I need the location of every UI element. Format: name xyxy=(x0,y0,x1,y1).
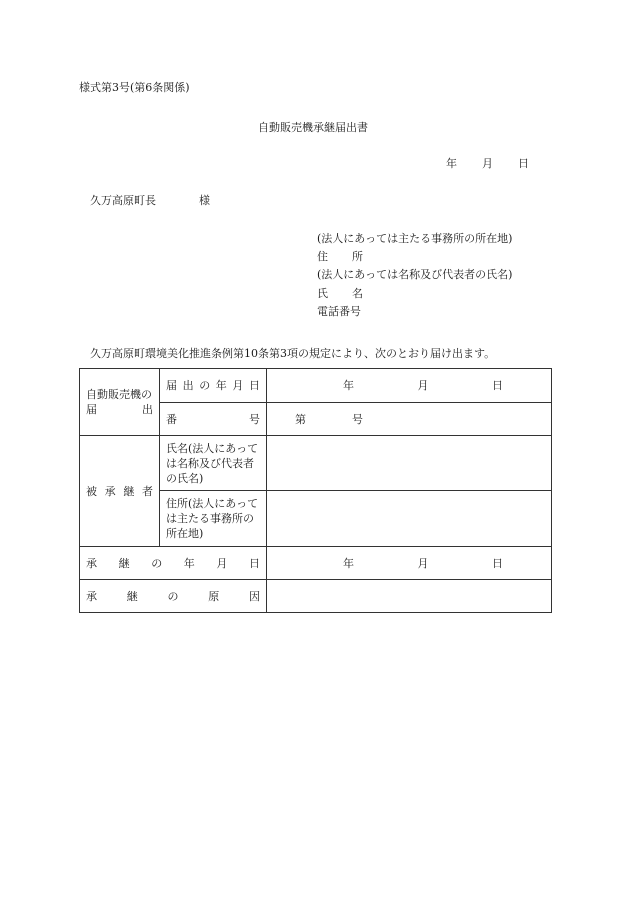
succession-date-field[interactable]: 年 月 日 xyxy=(267,547,552,580)
addressee-name: 久万高原町長 xyxy=(90,194,156,207)
successor-address-field[interactable] xyxy=(267,491,552,547)
document-title: 自動販売機承継届出書 xyxy=(258,121,368,134)
succession-cause-label: 承 継 の 原 因 xyxy=(80,580,267,613)
date-line xyxy=(446,157,529,171)
succession-date-label: 承 継 の 年 月 日 xyxy=(80,547,267,580)
number-label: 番 号 xyxy=(160,403,267,436)
vending-machine-label: 自動販売機の 届 出 xyxy=(80,369,160,436)
applicant-name-label: 氏 名 xyxy=(317,287,363,300)
successor-name-label: 氏名(法人にあっては名称及び代表者の氏名) xyxy=(160,436,267,491)
addressee xyxy=(90,194,210,208)
date-day: 日 xyxy=(518,157,529,170)
succession-cause-field[interactable] xyxy=(267,580,552,613)
row-successor-name xyxy=(80,436,552,491)
row-succession-cause xyxy=(80,580,552,613)
notification-table xyxy=(79,368,552,613)
addressee-honorific: 様 xyxy=(199,194,210,207)
notification-date-field[interactable]: 年 月 日 xyxy=(267,369,552,403)
form-number: 様式第3号(第6条関係) xyxy=(79,81,190,94)
date-month: 月 xyxy=(482,157,493,170)
applicant-phone-label: 電話番号 xyxy=(317,305,361,318)
row-succession-date xyxy=(80,547,552,580)
successor-label: 被 承 継 者 xyxy=(80,436,160,547)
applicant-address-note: (法人にあっては主たる事務所の所在地) xyxy=(317,232,513,245)
number-field[interactable]: 第 号 xyxy=(267,403,552,436)
successor-address-label: 住所(法人にあっては主たる事務所の所在地) xyxy=(160,491,267,547)
applicant-name-note: (法人にあっては名称及び代表者の氏名) xyxy=(317,268,513,281)
date-year: 年 xyxy=(446,157,457,170)
notification-date-label: 届 出 の 年 月 日 xyxy=(160,369,267,403)
row-notification-date xyxy=(80,369,552,403)
applicant-address-label: 住 所 xyxy=(317,250,363,263)
intro-text: 久万高原町環境美化推進条例第10条第3項の規定により、次のとおり届け出ます。 xyxy=(90,347,496,360)
successor-name-field[interactable] xyxy=(267,436,552,491)
